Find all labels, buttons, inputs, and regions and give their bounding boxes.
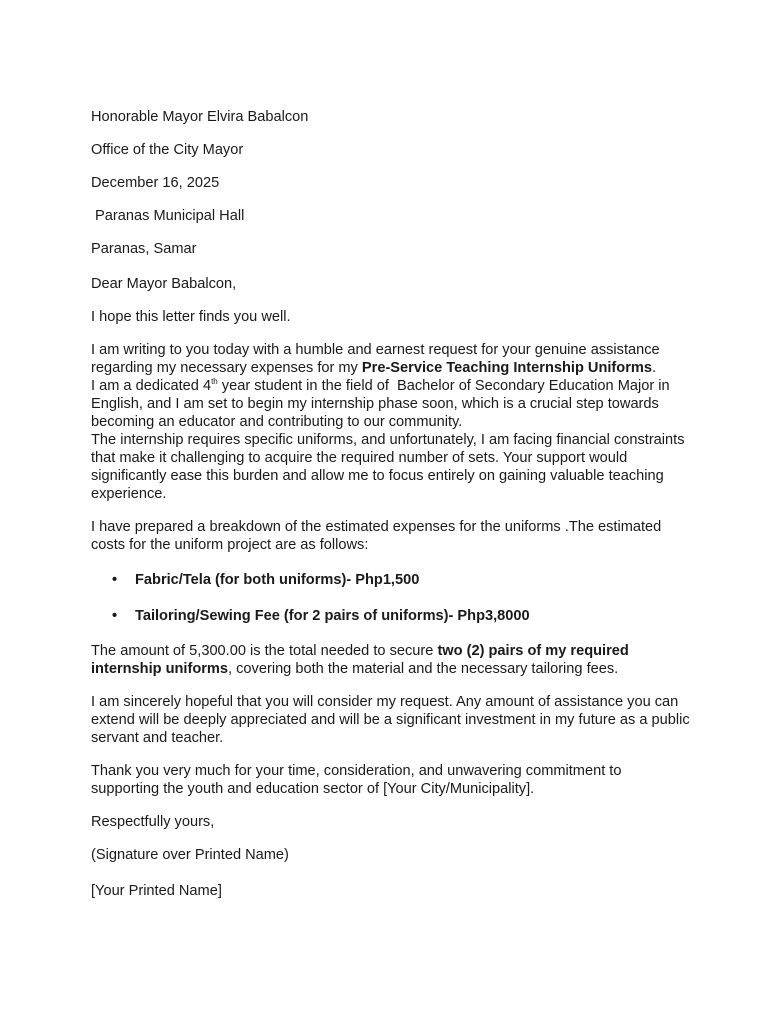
recipient-block	[91, 108, 691, 258]
valediction: Respectfully yours,	[91, 814, 215, 830]
letter-date: December 16, 2025	[91, 175, 220, 191]
student-text: I am a dedicated 4	[91, 378, 212, 394]
expense-list	[91, 571, 691, 625]
recipient-address-line-1: Paranas Municipal Hall	[91, 208, 245, 224]
recipient-address-line-2: Paranas, Samar	[91, 241, 197, 257]
request-paragraph	[91, 341, 691, 503]
total-paragraph	[91, 642, 691, 678]
printed-name: [Your Printed Name]	[91, 883, 222, 899]
breakdown-paragraph: I have prepared a breakdown of the estimated expenses for the uniforms .The estimated costs for the uniform project are as follows:	[91, 519, 662, 553]
signature-note: (Signature over Printed Name)	[91, 847, 289, 863]
recipient-office: Office of the City Mayor	[91, 142, 244, 158]
total-text-end: , covering both the material and the necessary tailoring fees.	[228, 661, 619, 677]
recipient-name: Honorable Mayor Elvira Babalcon	[91, 109, 309, 125]
request-text: I am writing to you today with a humble and earnest request for your genuine assistance regarding my necessary expenses for my	[91, 342, 660, 376]
hope-paragraph: I am sincerely hopeful that you will consider my request. Any amount of assistance you can extend will be deeply appreciated and will be a significant investment in my future as a public servant and teacher.	[91, 694, 690, 746]
request-emphasis: Pre-Service Teaching Internship Uniforms	[361, 360, 652, 376]
list-item	[91, 571, 691, 589]
salutation: Dear Mayor Babalcon,	[91, 276, 237, 292]
list-item	[91, 607, 691, 625]
request-end: .	[651, 360, 657, 376]
closing-block	[91, 813, 691, 900]
expense-item-fabric: Fabric/Tela (for both uniforms)- Php1,500	[135, 572, 420, 588]
bullet-icon: •	[112, 572, 118, 588]
request-sentence	[91, 341, 691, 377]
student-text-rest: year student in the field of Bachelor of Secondary Education Major in English, and I am set to begin my internship phase soon, which is a crucial step towards becoming an educator and contributing to our community.	[91, 378, 674, 430]
thanks-paragraph: Thank you very much for your time, consideration, and unwavering commitment to supporting the youth and education sector of [Your City/Municipality].	[91, 763, 622, 797]
uniforms-sentence: The internship requires specific uniforms, and unfortunately, I am facing financial constraints that make it challenging to acquire the required number of sets. Your support would significantly ease this burden and allow me to focus entirely on gaining valuable teaching experience.	[91, 432, 685, 502]
student-sentence	[91, 377, 691, 431]
greeting-paragraph: I hope this letter finds you well.	[91, 309, 291, 325]
bullet-icon: •	[112, 608, 118, 624]
letter-body	[91, 108, 691, 915]
ordinal-suffix: th	[211, 377, 218, 386]
expense-item-tailoring: Tailoring/Sewing Fee (for 2 pairs of uniforms)- Php3,8000	[135, 608, 530, 624]
total-text: The amount of 5,300.00 is the total needed to secure	[91, 643, 438, 659]
total-emphasis: two (2) pairs of my required internship uniforms	[91, 643, 629, 677]
